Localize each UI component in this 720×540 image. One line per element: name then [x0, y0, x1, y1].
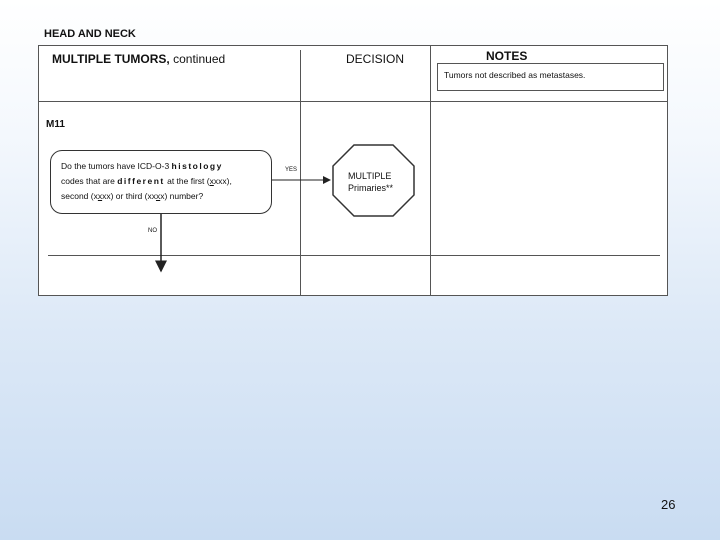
question-code3-digit: x — [155, 191, 161, 201]
question-code2-rest: xx) or third (xx — [102, 191, 156, 201]
column-header-notes: NOTES — [486, 49, 528, 63]
column-header-continued-label: continued — [173, 52, 226, 66]
no-label: NO — [148, 228, 157, 234]
rule-id: M11 — [46, 119, 65, 130]
column-header-decision: DECISION — [346, 52, 405, 66]
question-code2-digit: x — [97, 191, 103, 201]
question-different: different — [117, 176, 165, 186]
result-text — [348, 170, 393, 194]
page-title: HEAD AND NECK — [44, 28, 136, 40]
page-number: 26 — [661, 497, 676, 512]
question-text-2: codes that are — [61, 176, 118, 186]
question-text-1: Do the tumors have ICD-O-3 — [61, 161, 172, 171]
question-text-3: at the first ( — [164, 176, 210, 186]
result-line-2: Primaries** — [348, 183, 394, 193]
result-line-1: MULTIPLE — [348, 171, 392, 181]
question-text-4: second (x — [61, 191, 98, 201]
yes-label: YES — [285, 167, 298, 173]
question-code1-rest: xxx), — [213, 176, 232, 186]
notes-text: Tumors not described as metastases. — [444, 70, 586, 80]
question-code1-digit: x — [209, 176, 214, 186]
question-code3-rest: x) number? — [160, 191, 204, 201]
column-header-multiple-tumors-label: MULTIPLE TUMORS, — [52, 52, 170, 66]
question-histology: histology — [171, 161, 223, 171]
